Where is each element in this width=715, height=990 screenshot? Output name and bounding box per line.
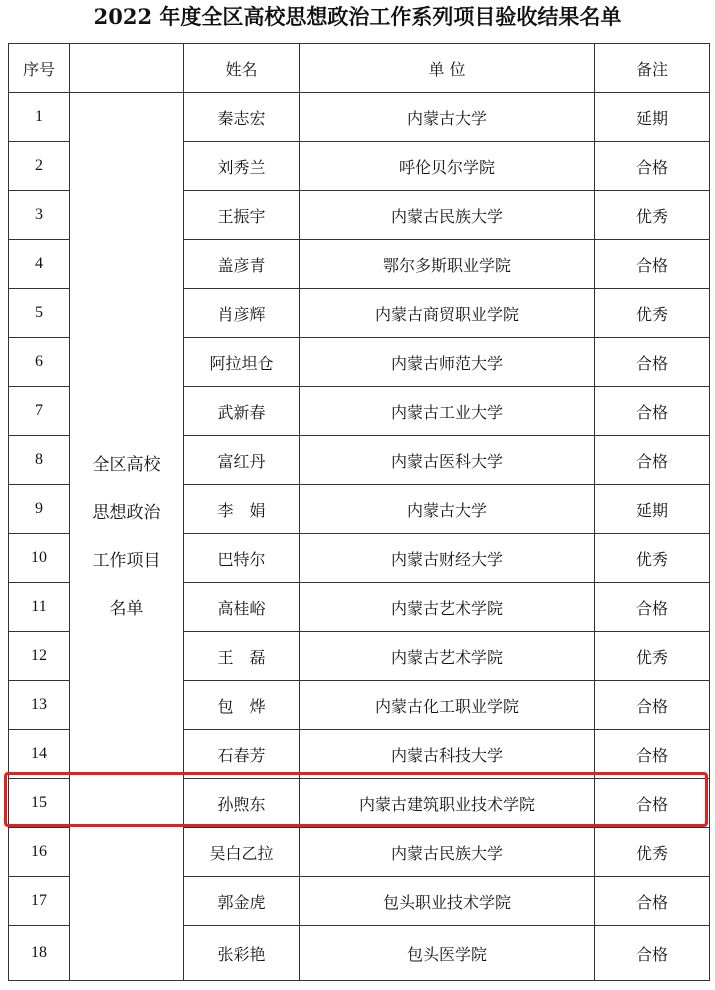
row-number: 15 — [9, 779, 70, 828]
person-name: 张彩艳 — [184, 926, 300, 981]
row-number: 18 — [9, 926, 70, 981]
remark: 优秀 — [595, 828, 710, 877]
header-name: 姓名 — [184, 44, 300, 93]
remark: 合格 — [595, 436, 710, 485]
row-number: 6 — [9, 338, 70, 387]
header-group — [70, 44, 184, 93]
row-number: 14 — [9, 730, 70, 779]
remark: 合格 — [595, 142, 710, 191]
remark: 合格 — [595, 926, 710, 981]
unit-name: 内蒙古艺术学院 — [300, 583, 595, 632]
row-number: 16 — [9, 828, 70, 877]
row-number: 11 — [9, 583, 70, 632]
person-name: 李 娟 — [184, 485, 300, 534]
row-number: 4 — [9, 240, 70, 289]
row-number: 7 — [9, 387, 70, 436]
remark: 合格 — [595, 583, 710, 632]
remark: 优秀 — [595, 632, 710, 681]
remark: 合格 — [595, 877, 710, 926]
unit-name: 内蒙古艺术学院 — [300, 632, 595, 681]
row-number: 10 — [9, 534, 70, 583]
person-name: 阿拉坦仓 — [184, 338, 300, 387]
remark: 合格 — [595, 681, 710, 730]
unit-name: 内蒙古化工职业学院 — [300, 681, 595, 730]
unit-name: 包头职业技术学院 — [300, 877, 595, 926]
table-header-row — [9, 44, 710, 93]
unit-name: 内蒙古师范大学 — [300, 338, 595, 387]
person-name: 秦志宏 — [184, 93, 300, 142]
person-name: 盖彦青 — [184, 240, 300, 289]
unit-name: 鄂尔多斯职业学院 — [300, 240, 595, 289]
unit-name: 内蒙古大学 — [300, 485, 595, 534]
remark: 合格 — [595, 387, 710, 436]
person-name: 包 烨 — [184, 681, 300, 730]
unit-name: 内蒙古民族大学 — [300, 828, 595, 877]
unit-name: 内蒙古大学 — [300, 93, 595, 142]
header-remark: 备注 — [595, 44, 710, 93]
person-name: 肖彦辉 — [184, 289, 300, 338]
page-title: 2022 年度全区高校思想政治工作系列项目验收结果名单 — [93, 4, 622, 29]
row-number: 2 — [9, 142, 70, 191]
header-unit: 单 位 — [300, 44, 595, 93]
person-name: 武新春 — [184, 387, 300, 436]
group-label-line: 思想政治 — [92, 502, 161, 523]
remark: 优秀 — [595, 191, 710, 240]
remark: 合格 — [595, 730, 710, 779]
person-name: 石春芳 — [184, 730, 300, 779]
unit-name: 内蒙古财经大学 — [300, 534, 595, 583]
remark: 合格 — [595, 779, 710, 828]
person-name: 郭金虎 — [184, 877, 300, 926]
unit-name: 内蒙古民族大学 — [300, 191, 595, 240]
row-number: 5 — [9, 289, 70, 338]
group-label-line: 全区高校 — [92, 454, 161, 475]
person-name: 高桂峪 — [184, 583, 300, 632]
results-table — [8, 43, 710, 981]
header-no: 序号 — [9, 44, 70, 93]
row-number: 3 — [9, 191, 70, 240]
group-label-line: 工作项目 — [92, 550, 161, 571]
unit-name: 内蒙古商贸职业学院 — [300, 289, 595, 338]
remark: 优秀 — [595, 289, 710, 338]
row-number: 17 — [9, 877, 70, 926]
person-name: 富红丹 — [184, 436, 300, 485]
table-row — [9, 93, 710, 142]
row-number: 9 — [9, 485, 70, 534]
group-label-line: 名单 — [109, 598, 144, 619]
person-name: 孙煦东 — [184, 779, 300, 828]
unit-name: 包头医学院 — [300, 926, 595, 981]
person-name: 刘秀兰 — [184, 142, 300, 191]
person-name: 吴白乙拉 — [184, 828, 300, 877]
unit-name: 内蒙古医科大学 — [300, 436, 595, 485]
person-name: 王 磊 — [184, 632, 300, 681]
remark: 合格 — [595, 338, 710, 387]
row-number: 13 — [9, 681, 70, 730]
person-name: 王振宇 — [184, 191, 300, 240]
row-number: 1 — [9, 93, 70, 142]
remark: 延期 — [595, 93, 710, 142]
remark: 优秀 — [595, 534, 710, 583]
person-name: 巴特尔 — [184, 534, 300, 583]
unit-name: 内蒙古工业大学 — [300, 387, 595, 436]
row-number: 12 — [9, 632, 70, 681]
unit-name: 内蒙古科技大学 — [300, 730, 595, 779]
remark: 延期 — [595, 485, 710, 534]
remark: 合格 — [595, 240, 710, 289]
unit-name: 内蒙古建筑职业技术学院 — [300, 779, 595, 828]
unit-name: 呼伦贝尔学院 — [300, 142, 595, 191]
group-label — [70, 93, 184, 981]
row-number: 8 — [9, 436, 70, 485]
